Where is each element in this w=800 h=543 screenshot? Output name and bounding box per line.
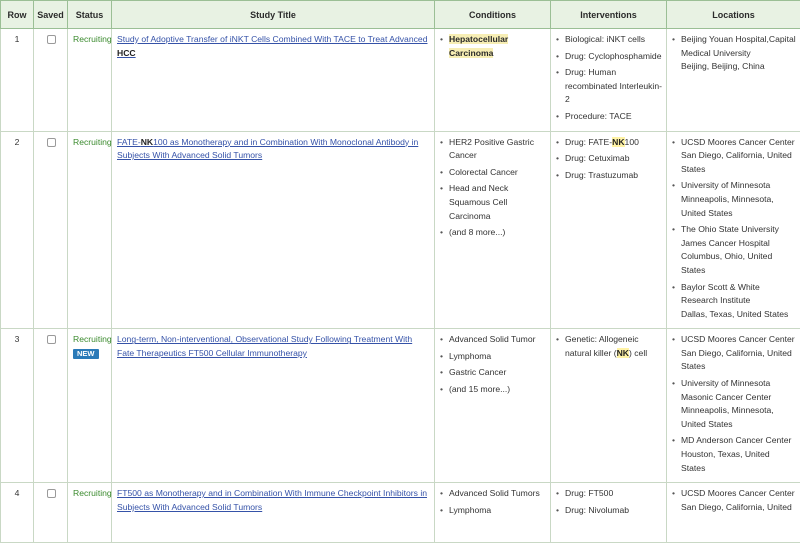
conditions-cell [435, 483, 551, 543]
table-row [1, 329, 800, 483]
column-header-row[interactable]: Row [1, 1, 34, 29]
save-checkbox[interactable] [47, 35, 56, 44]
save-checkbox[interactable] [47, 138, 56, 147]
column-header-conditions[interactable]: Conditions [435, 1, 551, 29]
condition-item: • Advanced Solid Tumor [440, 333, 546, 347]
intervention-item: • Drug: FATE-NK100 [556, 136, 662, 150]
interventions-cell [551, 483, 667, 543]
status-text: Recruiting [73, 334, 112, 344]
study-title-cell [112, 483, 435, 543]
location-item: • The Ohio State University James Cancer Hospital Columbus, Ohio, United States [672, 223, 796, 277]
study-title-link[interactable]: FT500 as Monotherapy and in Combination With Immune Checkpoint Inhibitors in Subjects With Advanced Solid Tumors [117, 488, 427, 512]
interventions-cell [551, 131, 667, 329]
status-cell [68, 483, 112, 543]
status-text: Recruiting [73, 137, 112, 147]
interventions-cell [551, 329, 667, 483]
condition-item: • Lymphoma [440, 504, 546, 518]
condition-item: • HER2 Positive Gastric Cancer [440, 136, 546, 163]
status-cell [68, 329, 112, 483]
intervention-item: • Drug: Cyclophosphamide [556, 50, 662, 64]
locations-cell [667, 329, 800, 483]
intervention-item: • Drug: FT500 [556, 487, 662, 501]
intervention-item: • Genetic: Allogeneic natural killer (NK) cell [556, 333, 662, 360]
column-header-interventions[interactable]: Interventions [551, 1, 667, 29]
locations-cell [667, 131, 800, 329]
location-item: • Baylor Scott & White Research Institute Dallas, Texas, United States [672, 281, 796, 322]
save-checkbox[interactable] [47, 489, 56, 498]
new-badge: NEW [73, 349, 99, 359]
header-row [1, 1, 800, 29]
row-number: 1 [1, 29, 34, 132]
row-number: 2 [1, 131, 34, 329]
study-title-link[interactable]: Study of Adoptive Transfer of iNKT Cells Combined With TACE to Treat Advanced HCC [117, 34, 427, 58]
saved-cell [34, 329, 68, 483]
column-header-locations[interactable]: Locations [667, 1, 800, 29]
locations-cell [667, 29, 800, 132]
saved-cell [34, 29, 68, 132]
location-item: • UCSD Moores Cancer Center San Diego, California, United [672, 487, 796, 514]
location-item: • MD Anderson Cancer Center Houston, Texas, United States [672, 434, 796, 475]
condition-item: • Advanced Solid Tumors [440, 487, 546, 501]
condition-item: • Head and Neck Squamous Cell Carcinoma [440, 182, 546, 223]
intervention-item: • Drug: Nivolumab [556, 504, 662, 518]
study-title-cell [112, 329, 435, 483]
status-cell [68, 29, 112, 132]
locations-cell [667, 483, 800, 543]
intervention-item: • Drug: Cetuximab [556, 152, 662, 166]
condition-item: • Lymphoma [440, 350, 546, 364]
location-item: • University of Minnesota Masonic Cancer Center Minneapolis, Minnesota, United States [672, 377, 796, 431]
column-header-saved[interactable]: Saved [34, 1, 68, 29]
study-title-cell [112, 131, 435, 329]
column-header-study-title[interactable]: Study Title [112, 1, 435, 29]
status-text: Recruiting [73, 34, 112, 44]
more-conditions-link[interactable]: • (and 8 more...) [440, 226, 546, 240]
status-cell [68, 131, 112, 329]
intervention-item: • Drug: Trastuzumab [556, 169, 662, 183]
table-row [1, 131, 800, 329]
intervention-item: • Biological: iNKT cells [556, 33, 662, 47]
condition-item: • Hepatocellular Carcinoma [440, 33, 546, 60]
location-item: • University of Minnesota Minneapolis, Minnesota, United States [672, 179, 796, 220]
location-item: • Beijing Youan Hospital,Capital Medical University Beijing, Beijing, China [672, 33, 796, 74]
save-checkbox[interactable] [47, 335, 56, 344]
row-number: 3 [1, 329, 34, 483]
row-number: 4 [1, 483, 34, 543]
column-header-status[interactable]: Status [68, 1, 112, 29]
condition-item: • Gastric Cancer [440, 366, 546, 380]
location-item: • UCSD Moores Cancer Center San Diego, California, United States [672, 136, 796, 177]
interventions-cell [551, 29, 667, 132]
table-row [1, 29, 800, 132]
intervention-item: • Drug: Human recombinated Interleukin-2 [556, 66, 662, 107]
saved-cell [34, 131, 68, 329]
conditions-cell [435, 29, 551, 132]
study-title-link[interactable]: FATE-NK100 as Monotherapy and in Combination With Monoclonal Antibody in Subjects With Advanced Solid Tumors [117, 137, 418, 161]
study-title-cell [112, 29, 435, 132]
conditions-cell [435, 329, 551, 483]
more-conditions-link[interactable]: • (and 15 more...) [440, 383, 546, 397]
table-row [1, 483, 800, 543]
intervention-item: • Procedure: TACE [556, 110, 662, 124]
saved-cell [34, 483, 68, 543]
conditions-cell [435, 131, 551, 329]
condition-item: • Colorectal Cancer [440, 166, 546, 180]
status-text: Recruiting [73, 488, 112, 498]
location-item: • UCSD Moores Cancer Center San Diego, California, United States [672, 333, 796, 374]
study-title-link[interactable]: Long-term, Non-interventional, Observational Study Following Treatment With Fate Therapeutics FT500 Cellular Immunotherapy [117, 334, 412, 358]
